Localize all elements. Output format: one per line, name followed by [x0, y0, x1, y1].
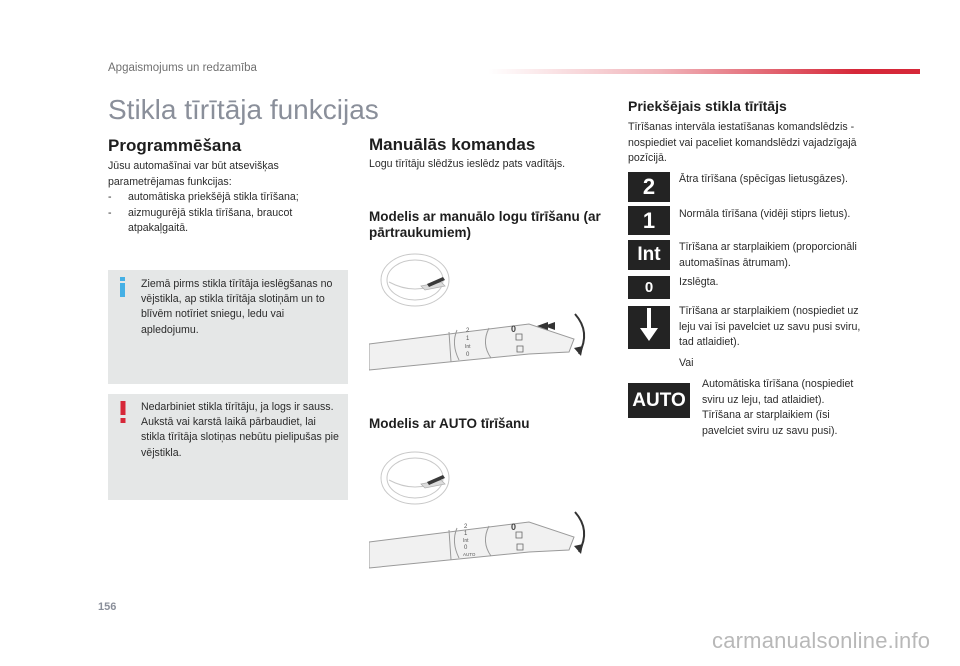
- warning-note-text: Nedarbiniet stikla tīrītāju, ja logs ir sauss. Aukstā vai karstā laikā pārbaudiet, lai stikla tīrītāja slotiņas nebūtu pielipušas pie vējstikla.: [141, 401, 339, 459]
- chapter-title: Apgaismojums un redzamība: [108, 62, 257, 74]
- auto-text-line-1: Automātiska tīrīšana (nospiediet sviru uz leju, tad atlaidiet).: [702, 378, 854, 406]
- programming-heading: Programmēšana: [108, 136, 242, 155]
- mode-badge-single: [628, 306, 670, 349]
- programming-list: [108, 190, 330, 237]
- stalk-label: AUTO: [463, 552, 476, 557]
- stalk-label: 2: [464, 524, 468, 530]
- mode-text-intermittent: Tīrīšana ar starplaikiem (proporcionāli automašīnas ātrumam).: [679, 241, 857, 269]
- mode-badge-fast: 2: [628, 172, 670, 202]
- info-icon: [118, 277, 128, 302]
- stalk-label: 2: [466, 328, 470, 334]
- manual-intro: Logu tīrītāju slēdžus ieslēdz pats vadītājs.: [369, 158, 566, 170]
- warning-icon: [118, 401, 128, 428]
- stalk-label: 1: [464, 531, 468, 537]
- page-number: 156: [98, 601, 117, 613]
- info-note-text: Ziemā pirms stikla tīrītāja ieslēgšanas no vējstikla, ap stikla tīrītāja slotiņām un to blīvēm notīriet sniegu, ledu vai apledojumu.: [141, 278, 333, 336]
- list-item: - aizmugurējā stikla tīrīšana, braucot atpakaļgaitā.: [108, 206, 330, 237]
- manual-heading: Manuālās komandas: [369, 135, 536, 154]
- mode-badge-auto: AUTO: [628, 383, 690, 418]
- wiper-stalk-illustration-auto: [369, 442, 599, 587]
- auto-text-line-2: Tīrīšana ar starplaikiem (īsi pavelciet sviru uz savu pusi).: [702, 409, 838, 437]
- stalk-label: Int: [465, 344, 471, 350]
- wiper-stalk-illustration-manual: [369, 244, 599, 389]
- stalk-label: 1: [466, 336, 470, 342]
- model2-heading: Modelis ar AUTO tīrīšanu: [369, 416, 530, 431]
- auto-text: [702, 377, 872, 439]
- mode-badge-normal: 1: [628, 206, 670, 235]
- stalk-label: 0: [466, 352, 470, 358]
- mode-text-fast: Ātra tīrīšana (spēcīgas lietusgāzes).: [679, 173, 848, 185]
- mode-text-single: Tīrīšana ar starplaikiem (nospiediet uz leju vai īsi pavelciet uz savu pusi sviru, tad atlaidiet).: [679, 305, 861, 348]
- header-accent-line: [488, 69, 920, 74]
- or-label: Vai: [679, 357, 694, 369]
- mode-badge-intermittent: Int: [628, 240, 670, 270]
- watermark: carmanualsonline.info: [712, 628, 931, 653]
- programming-intro: Jūsu automašīnai var būt atsevišķas parametrējamas funkcijas:: [108, 160, 279, 188]
- stalk-end-label: 0: [511, 522, 517, 532]
- stalk-label: 0: [464, 545, 468, 551]
- front-wiper-heading: Priekšējais stikla tīrītājs: [628, 98, 787, 114]
- mode-badge-off: 0: [628, 276, 670, 299]
- programming-section: [108, 159, 330, 237]
- mode-text-off: Izslēgta.: [679, 276, 719, 288]
- stalk-end-label: 0: [511, 324, 517, 334]
- stalk-label: Int: [463, 538, 469, 544]
- model1-heading: Modelis ar manuālo logu tīrīšanu (ar pārtraukumiem): [369, 209, 601, 240]
- front-wiper-intro: Tīrīšanas intervāla iestatīšanas komandslēdzis - nospiediet vai paceliet komandslēdzi vajadzīgajā pozīcijā.: [628, 121, 857, 164]
- info-note: [108, 270, 348, 384]
- warning-note: [108, 394, 348, 500]
- page-title: Stikla tīrītāja funkcijas: [108, 94, 379, 125]
- down-arrow-icon: [639, 308, 659, 347]
- mode-text-normal: Normāla tīrīšana (vidēji stiprs lietus).: [679, 208, 851, 220]
- list-item: - automātiska priekšējā stikla tīrīšana;: [108, 190, 330, 206]
